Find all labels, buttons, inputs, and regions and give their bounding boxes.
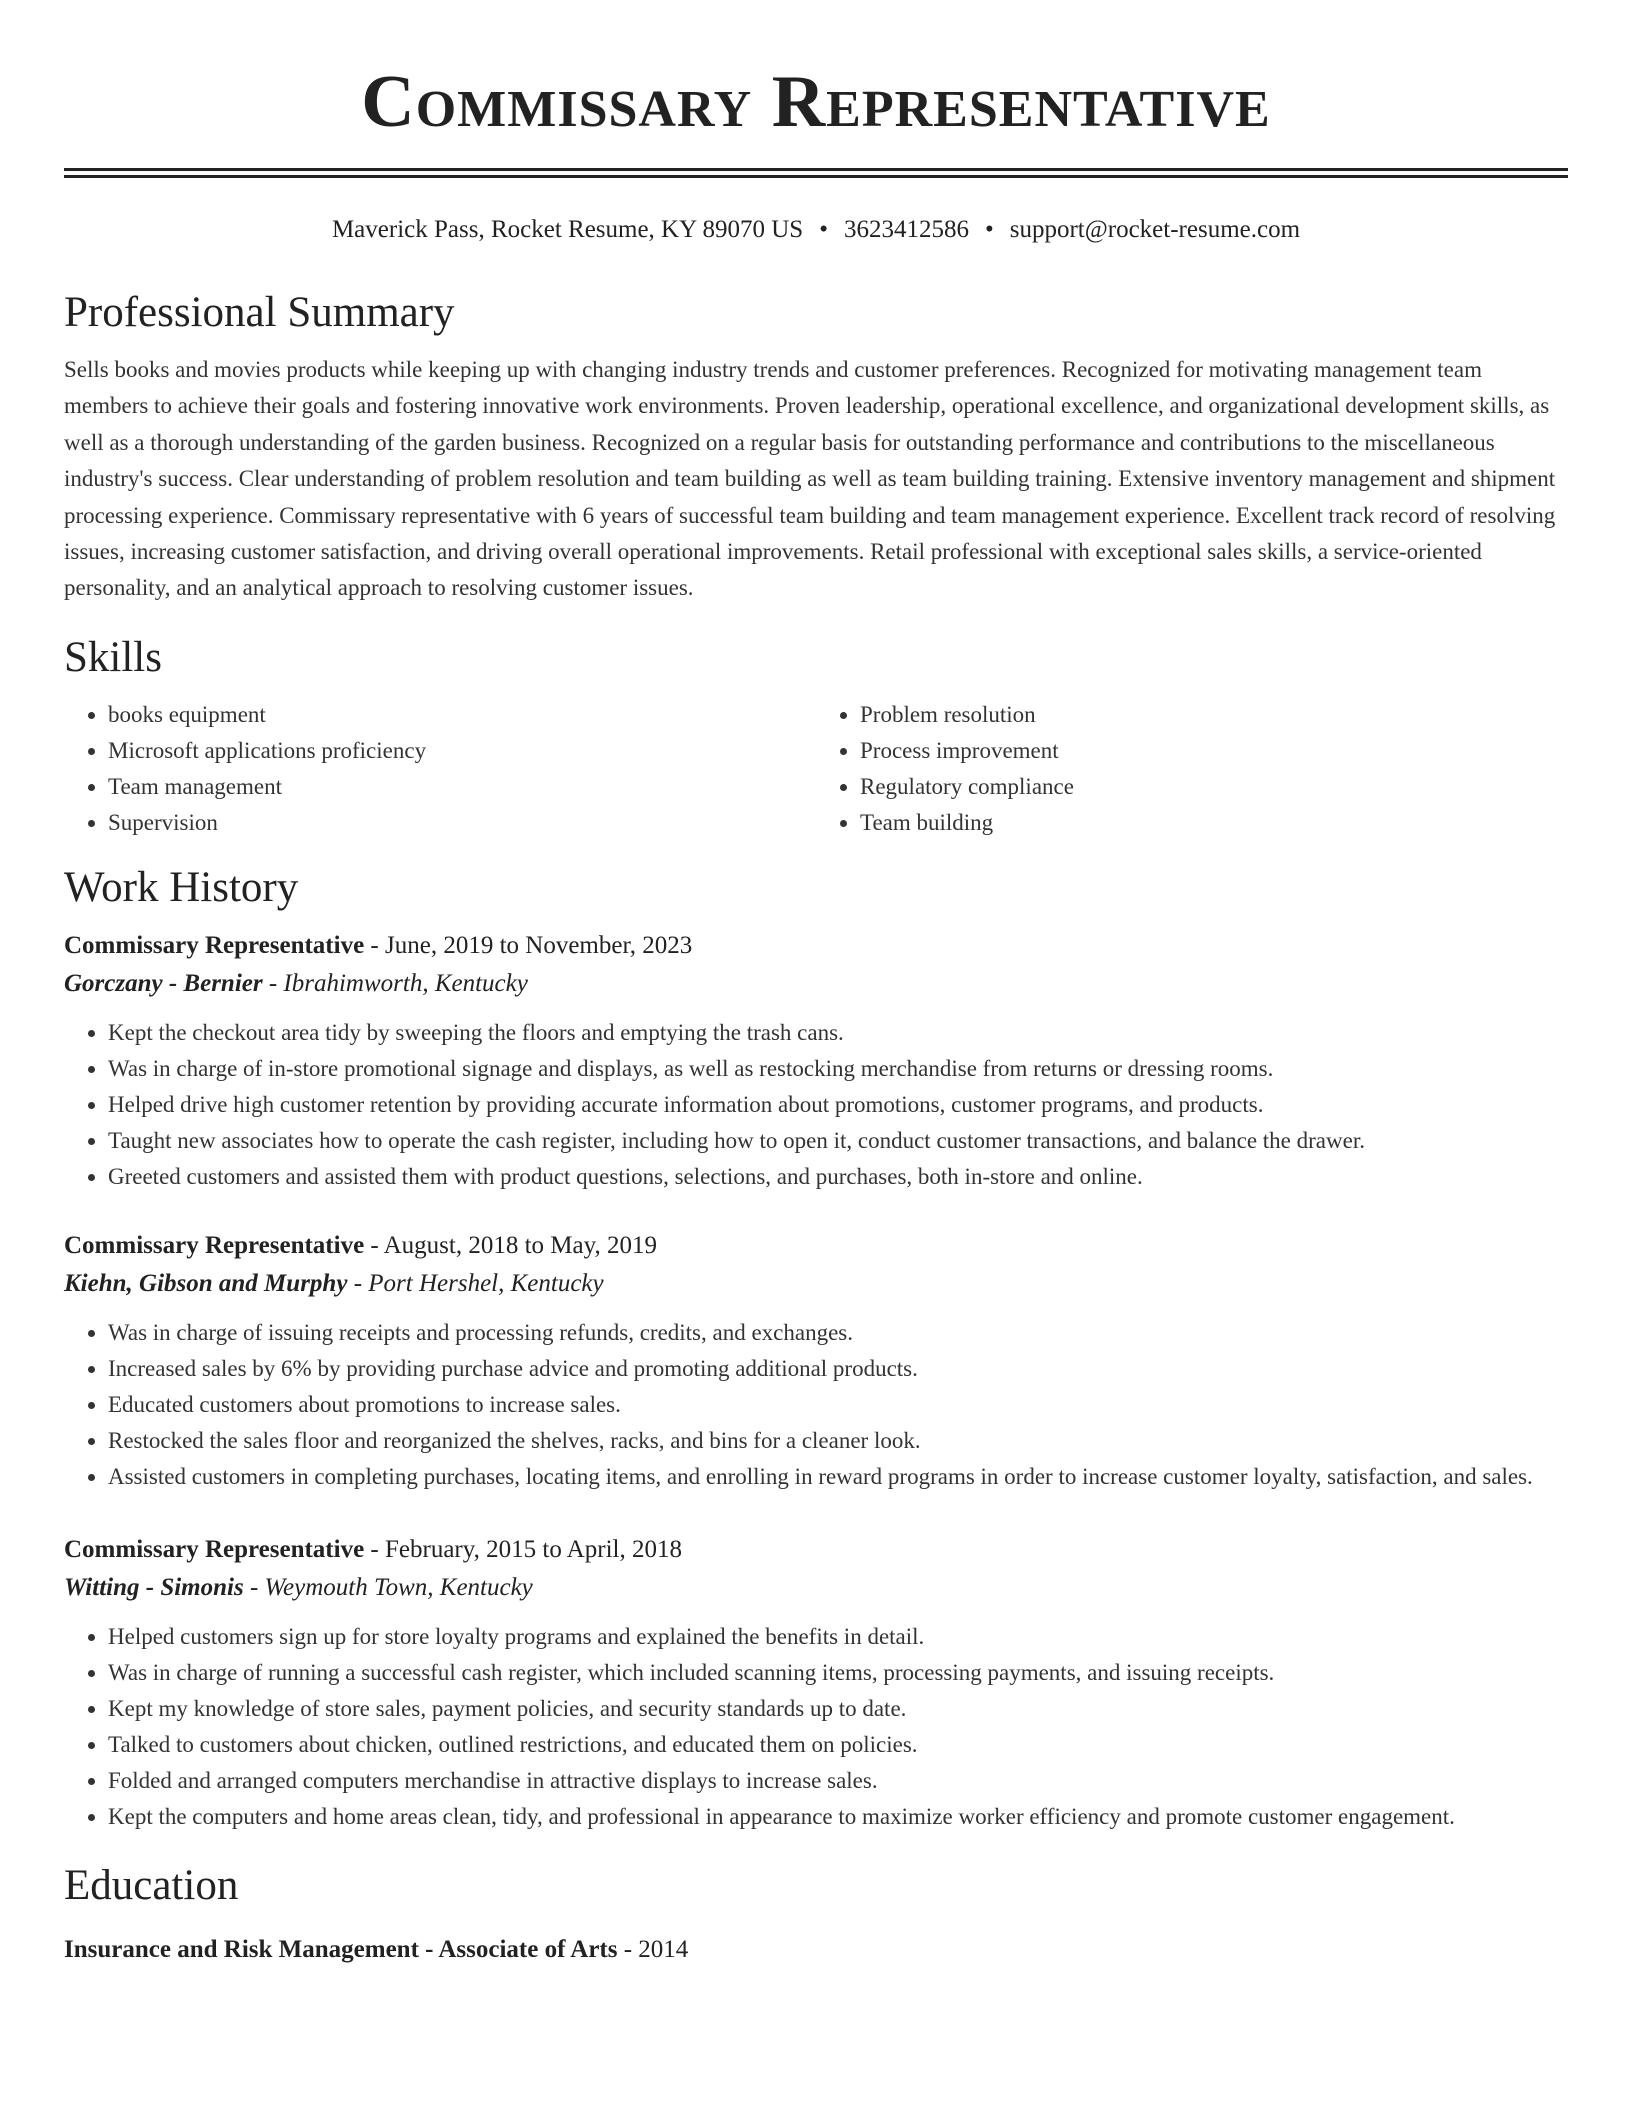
job-bullet: • Restocked the sales floor and reorganized the shelves, racks, and bins for a cleaner look.: [108, 1423, 1568, 1459]
work-history-heading: Work History: [64, 863, 299, 911]
job-dates: - February, 2015 to April, 2018: [364, 1535, 682, 1563]
job-company: Kiehn, Gibson and Murphy: [64, 1269, 348, 1297]
job-bullet: • Was in charge of running a successful cash register, which included scanning items, processing payments, and issuing receipts.: [108, 1655, 1568, 1691]
education-entry: [64, 1931, 1568, 1969]
skills-column-left: [64, 697, 816, 841]
skills-column-right: [816, 697, 1568, 841]
job-entry: [64, 1531, 1568, 1835]
job-title-line: [64, 1227, 1568, 1265]
contact-line: [64, 214, 1568, 246]
job-bullet: • Folded and arranged computers merchandise in attractive displays to increase sales.: [108, 1763, 1568, 1799]
job-bullet: • Greeted customers and assisted them with product questions, selections, and purchases, both in-store and online.: [108, 1159, 1568, 1195]
contact-separator: •: [819, 216, 828, 243]
skill-item: • books equipment: [108, 697, 816, 733]
job-bullet: • Was in charge of issuing receipts and processing refunds, credits, and exchanges.: [108, 1315, 1568, 1351]
job-location: - Ibrahimworth, Kentucky: [262, 969, 528, 997]
job-bullet: • Assisted customers in completing purchases, locating items, and enrolling in reward programs in order to increase customer loyalty, satisfaction, and sales.: [108, 1459, 1568, 1495]
job-dates: - August, 2018 to May, 2019: [364, 1231, 657, 1259]
job-bullet: • Was in charge of in-store promotional signage and displays, as well as restocking merchandise from returns or dressing rooms.: [108, 1051, 1568, 1087]
job-bullets: [64, 1619, 1568, 1835]
job-bullet: • Kept the computers and home areas clean, tidy, and professional in appearance to maximize worker efficiency and promote customer engagement.: [108, 1799, 1568, 1835]
job-bullets: [64, 1315, 1568, 1495]
job-role: Commissary Representative: [64, 1535, 365, 1563]
job-bullet: • Talked to customers about chicken, outlined restrictions, and educated them on policies.: [108, 1727, 1568, 1763]
job-title-line: [64, 1531, 1568, 1569]
skill-item: • Team management: [108, 769, 816, 805]
resume-title: Commissary Representative: [361, 61, 1271, 143]
job-bullet: • Educated customers about promotions to increase sales.: [108, 1387, 1568, 1423]
job-company: Witting - Simonis: [64, 1573, 244, 1601]
job-entry: [64, 1227, 1568, 1495]
education-degree: Insurance and Risk Management - Associate of Arts: [64, 1935, 618, 1963]
job-company-line: [64, 1265, 1568, 1303]
summary-text: Sells books and movies products while keeping up with changing industry trends and customer preferences. Recognized for motivating management team members to achieve their goals and fostering innovative work environments. Proven leadership, operational excellence, and organizational development skills, as well as a thorough understanding of the garden business. Recognized on a regular basis for outstanding performance and contributions to the miscellaneous industry's success. Clear understanding of problem resolution and team building as well as team building training. Extensive inventory management and shipment processing experience. Commissary representative with 6 years of successful team building and team management experience. Excellent track record of resolving issues, increasing customer satisfaction, and driving overall operational improvements. Retail professional with exceptional sales skills, a service-oriented personality, and an analytical approach to resolving customer issues.: [64, 357, 1556, 601]
job-bullet: • Kept my knowledge of store sales, payment policies, and security standards up to date.: [108, 1691, 1568, 1727]
job-location: - Port Hershel, Kentucky: [347, 1269, 604, 1297]
skill-item: • Microsoft applications proficiency: [108, 733, 816, 769]
job-dates: - June, 2019 to November, 2023: [364, 931, 693, 959]
skill-item: • Supervision: [108, 805, 816, 841]
education-year: - 2014: [617, 1935, 689, 1963]
skill-item: • Team building: [860, 805, 1568, 841]
summary-heading: Professional Summary: [64, 289, 455, 336]
skill-item: • Problem resolution: [860, 697, 1568, 733]
skill-item: • Process improvement: [860, 733, 1568, 769]
job-bullet: • Taught new associates how to operate the cash register, including how to open it, conduct customer transactions, and balance the drawer.: [108, 1123, 1568, 1159]
contact-phone: 3623412586: [843, 216, 969, 243]
job-title-line: [64, 927, 1568, 965]
education-heading: Education: [64, 1861, 239, 1909]
job-bullet: • Increased sales by 6% by providing purchase advice and promoting additional products.: [108, 1351, 1568, 1387]
skills-heading: Skills: [64, 633, 162, 681]
job-company-line: [64, 1569, 1568, 1607]
job-bullets: [64, 1015, 1568, 1195]
job-location: - Weymouth Town, Kentucky: [243, 1573, 533, 1601]
job-company: Gorczany - Bernier: [64, 969, 263, 997]
contact-email: support@rocket-resume.com: [1009, 216, 1301, 243]
contact-separator: •: [984, 216, 994, 243]
job-role: Commissary Representative: [64, 931, 365, 959]
contact-address: Maverick Pass, Rocket Resume, KY 89070 US: [331, 216, 804, 243]
job-bullet: • Kept the checkout area tidy by sweeping the floors and emptying the trash cans.: [108, 1015, 1568, 1051]
title-divider: [64, 168, 1568, 178]
job-bullet: • Helped drive high customer retention by providing accurate information about promotions, customer programs, and products.: [108, 1087, 1568, 1123]
job-entry: [64, 927, 1568, 1195]
job-company-line: [64, 965, 1568, 1003]
skill-item: • Regulatory compliance: [860, 769, 1568, 805]
skills-grid: [64, 697, 1568, 841]
job-role: Commissary Representative: [64, 1231, 365, 1259]
job-bullet: • Helped customers sign up for store loyalty programs and explained the benefits in detail.: [108, 1619, 1568, 1655]
